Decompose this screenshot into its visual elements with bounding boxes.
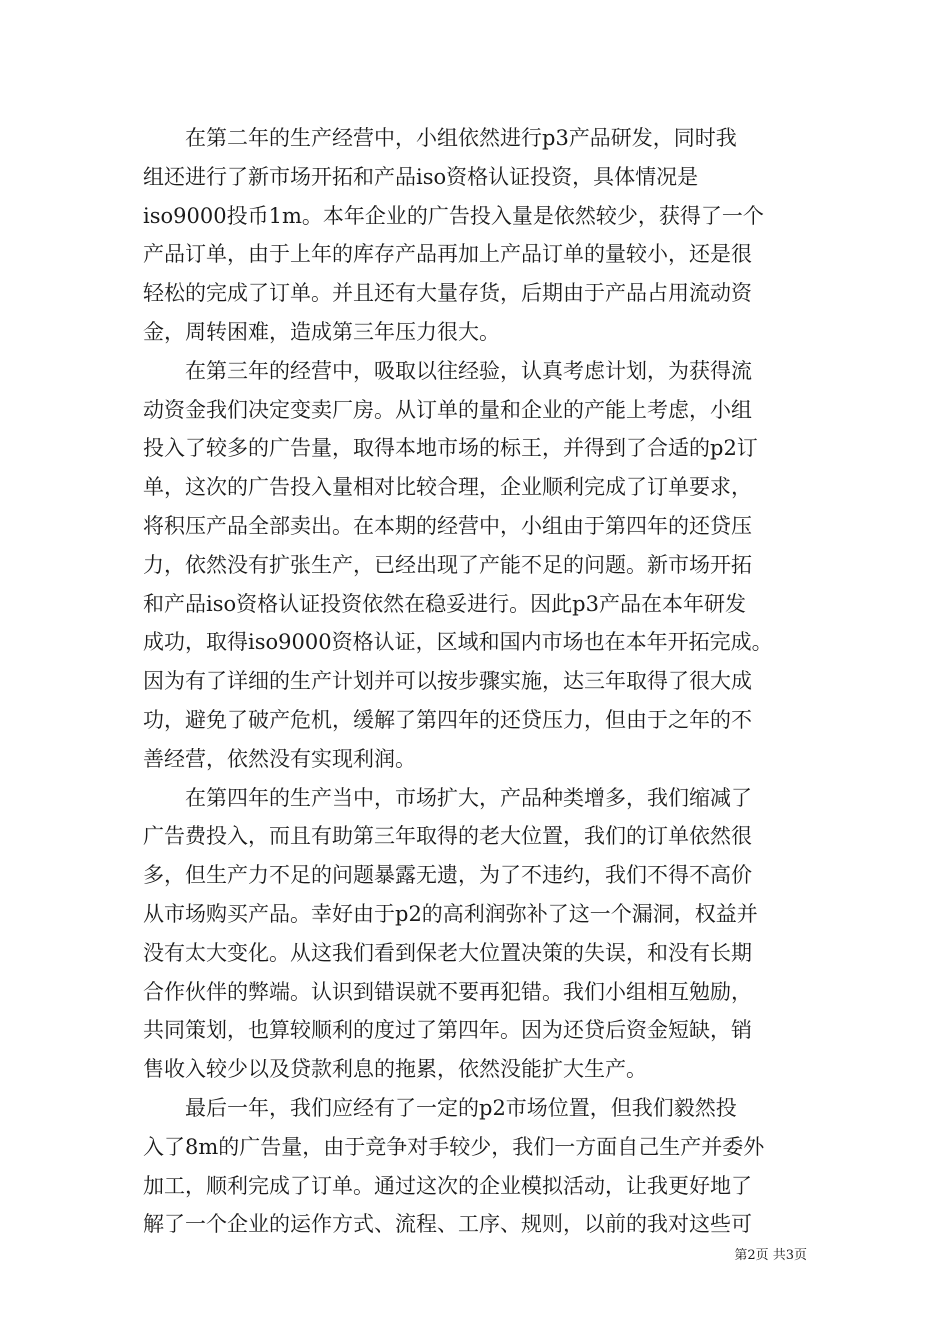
text-line: 在第三年的经营中，吸取以往经验，认真考虑计划，为获得流 [143,358,752,383]
text-line: 投入了较多的广告量，取得本地市场的标王，并得到了合适的p2订 [143,436,758,461]
text-line: 多，但生产力不足的问题暴露无遗，为了不违约，我们不得不高价 [143,863,752,888]
text-line: 金，周转困难，造成第三年压力很大。 [143,319,500,344]
text-line: 从市场购买产品。幸好由于p2的高利润弥补了这一个漏洞，权益并 [143,901,758,926]
text-line: 在第四年的生产当中，市场扩大，产品种类增多，我们缩减了 [143,785,752,810]
text-line: 成功，取得iso9000资格认证，区域和国内市场也在本年开拓完成。 [143,630,773,655]
text-line: 轻松的完成了订单。并且还有大量存货，后期由于产品占用流动资 [143,281,752,306]
page-number: 第2页 共3页 [734,1248,807,1263]
text-line: 动资金我们决定变卖厂房。从订单的量和企业的产能上考虑，小组 [143,397,752,422]
text-line: iso9000投币1m。本年企业的广告投入量是依然较少，获得了一个 [143,203,764,228]
text-line: 力，依然没有扩张生产，已经出现了产能不足的问题。新市场开拓 [143,552,752,577]
body-text [143,119,823,1244]
text-line: 共同策划，也算较顺利的度过了第四年。因为还贷后资金短缺，销 [143,1018,752,1043]
text-line: 解了一个企业的运作方式、流程、工序、规则，以前的我对这些可 [143,1212,752,1237]
text-line: 没有太大变化。从这我们看到保老大位置决策的失误，和没有长期 [143,940,752,965]
text-line: 加工，顺利完成了订单。通过这次的企业模拟活动，让我更好地了 [143,1173,752,1198]
text-line: 最后一年，我们应经有了一定的p2市场位置，但我们毅然投 [143,1095,737,1120]
text-line: 和产品iso资格认证投资依然在稳妥进行。因此p3产品在本年研发 [143,591,746,616]
text-line: 合作伙伴的弊端。认识到错误就不要再犯错。我们小组相互勉励， [143,979,752,1004]
text-line: 在第二年的生产经营中，小组依然进行p3产品研发，同时我 [143,126,737,150]
text-line: 售收入较少以及贷款利息的拖累，依然没能扩大生产。 [143,1057,647,1082]
text-line: 组还进行了新市场开拓和产品iso资格认证投资，具体情况是 [143,164,699,189]
text-line: 入了8m的广告量，由于竞争对手较少，我们一方面自己生产并委外 [143,1134,765,1159]
text-line: 将积压产品全部卖出。在本期的经营中，小组由于第四年的还贷压 [143,513,752,538]
text-line: 功，避免了破产危机，缓解了第四年的还贷压力，但由于之年的不 [143,707,752,732]
text-line: 单，这次的广告投入量相对比较合理，企业顺利完成了订单要求， [143,475,752,500]
text-line: 产品订单，由于上年的库存产品再加上产品订单的量较小，还是很 [143,242,752,267]
text-line: 善经营，依然没有实现利润。 [143,746,416,771]
text-line: 因为有了详细的生产计划并可以按步骤实施，达三年取得了很大成 [143,669,752,694]
text-line: 广告费投入，而且有助第三年取得的老大位置，我们的订单依然很 [143,824,752,849]
